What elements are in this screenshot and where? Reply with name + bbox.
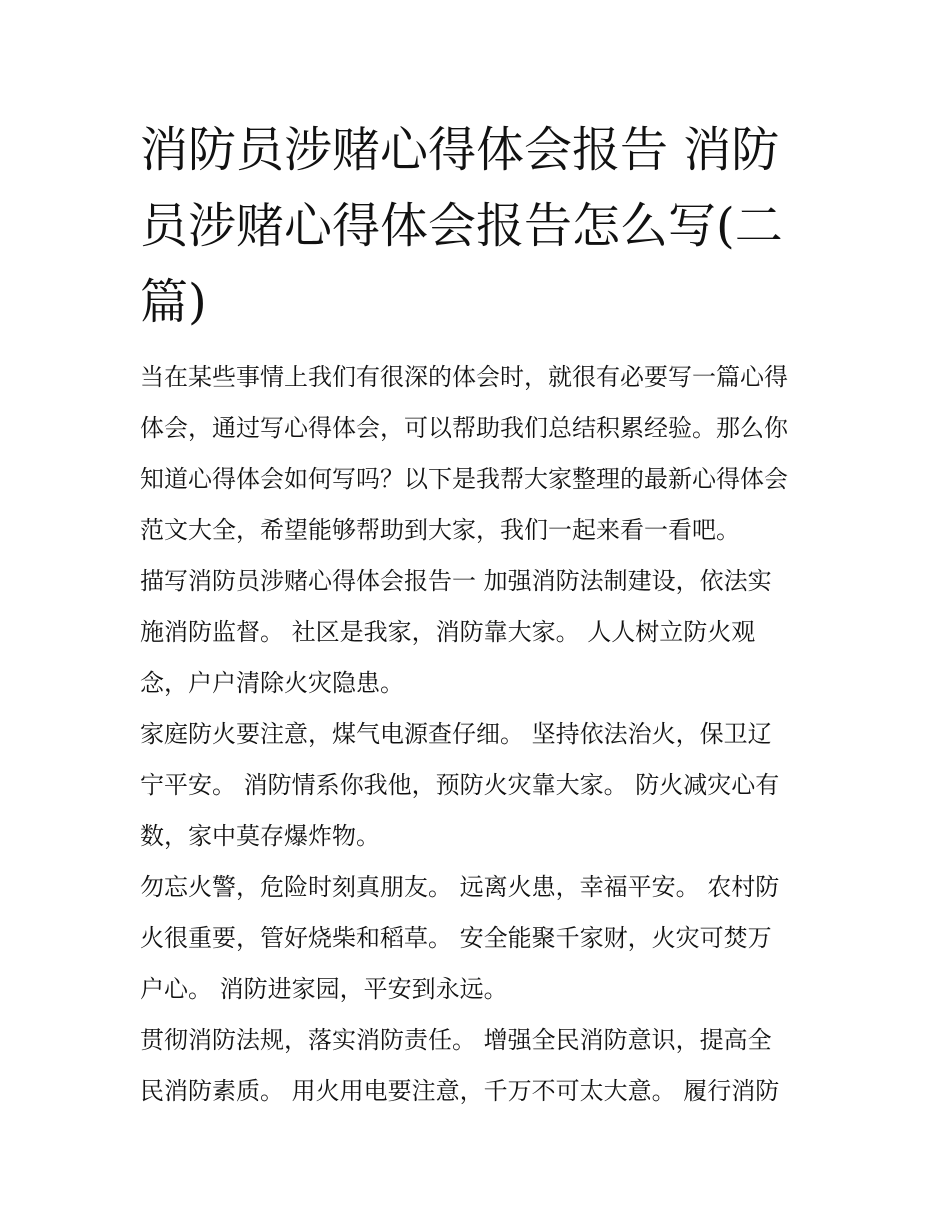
body-line: 施消防监督。 社区是我家，消防靠大家。 人人树立防火观 [140, 618, 756, 646]
body-line: 火很重要，管好烧柴和稻草。 安全能聚千家财，火灾可焚万 [140, 924, 772, 952]
body-line: 民消防素质。 用火用电要注意，千万不可太大意。 履行消防 [140, 1077, 780, 1105]
title-line: 员涉赌心得体会报告怎么写(二 [140, 198, 783, 254]
body-line: 家庭防火要注意，煤气电源查仔细。 坚持依法治火，保卫辽 [140, 720, 772, 748]
title-line: 篇) [140, 274, 207, 330]
body-line: 贯彻消防法规，落实消防责任。 增强全民消防意识，提高全 [140, 1026, 772, 1054]
body-line: 宁平安。 消防情系你我他，预防火灾靠大家。 防火减灾心有 [140, 771, 780, 799]
body-line: 念，户户清除火灾隐患。 [140, 669, 404, 697]
body-line: 描写消防员涉赌心得体会报告一 加强消防法制建设，依法实 [140, 567, 772, 595]
document-title [140, 112, 820, 340]
body-line: 数，家中莫存爆炸物。 [140, 822, 380, 850]
body-line: 范文大全，希望能够帮助到大家，我们一起来看一看吧。 [140, 516, 740, 544]
body-line: 户心。 消防进家园，平安到永远。 [140, 975, 508, 1003]
body-line: 勿忘火警，危险时刻真朋友。 远离火患，幸福平安。 农村防 [140, 873, 780, 901]
body-line: 当在某些事情上我们有很深的体会时，就很有必要写一篇心得 [140, 363, 788, 391]
body-line: 知道心得体会如何写吗？以下是我帮大家整理的最新心得体会 [140, 465, 788, 493]
title-line: 消防员涉赌心得体会报告 消防 [140, 122, 780, 178]
body-line: 体会，通过写心得体会，可以帮助我们总结积累经验。那么你 [140, 414, 788, 442]
document-body [140, 352, 820, 1117]
